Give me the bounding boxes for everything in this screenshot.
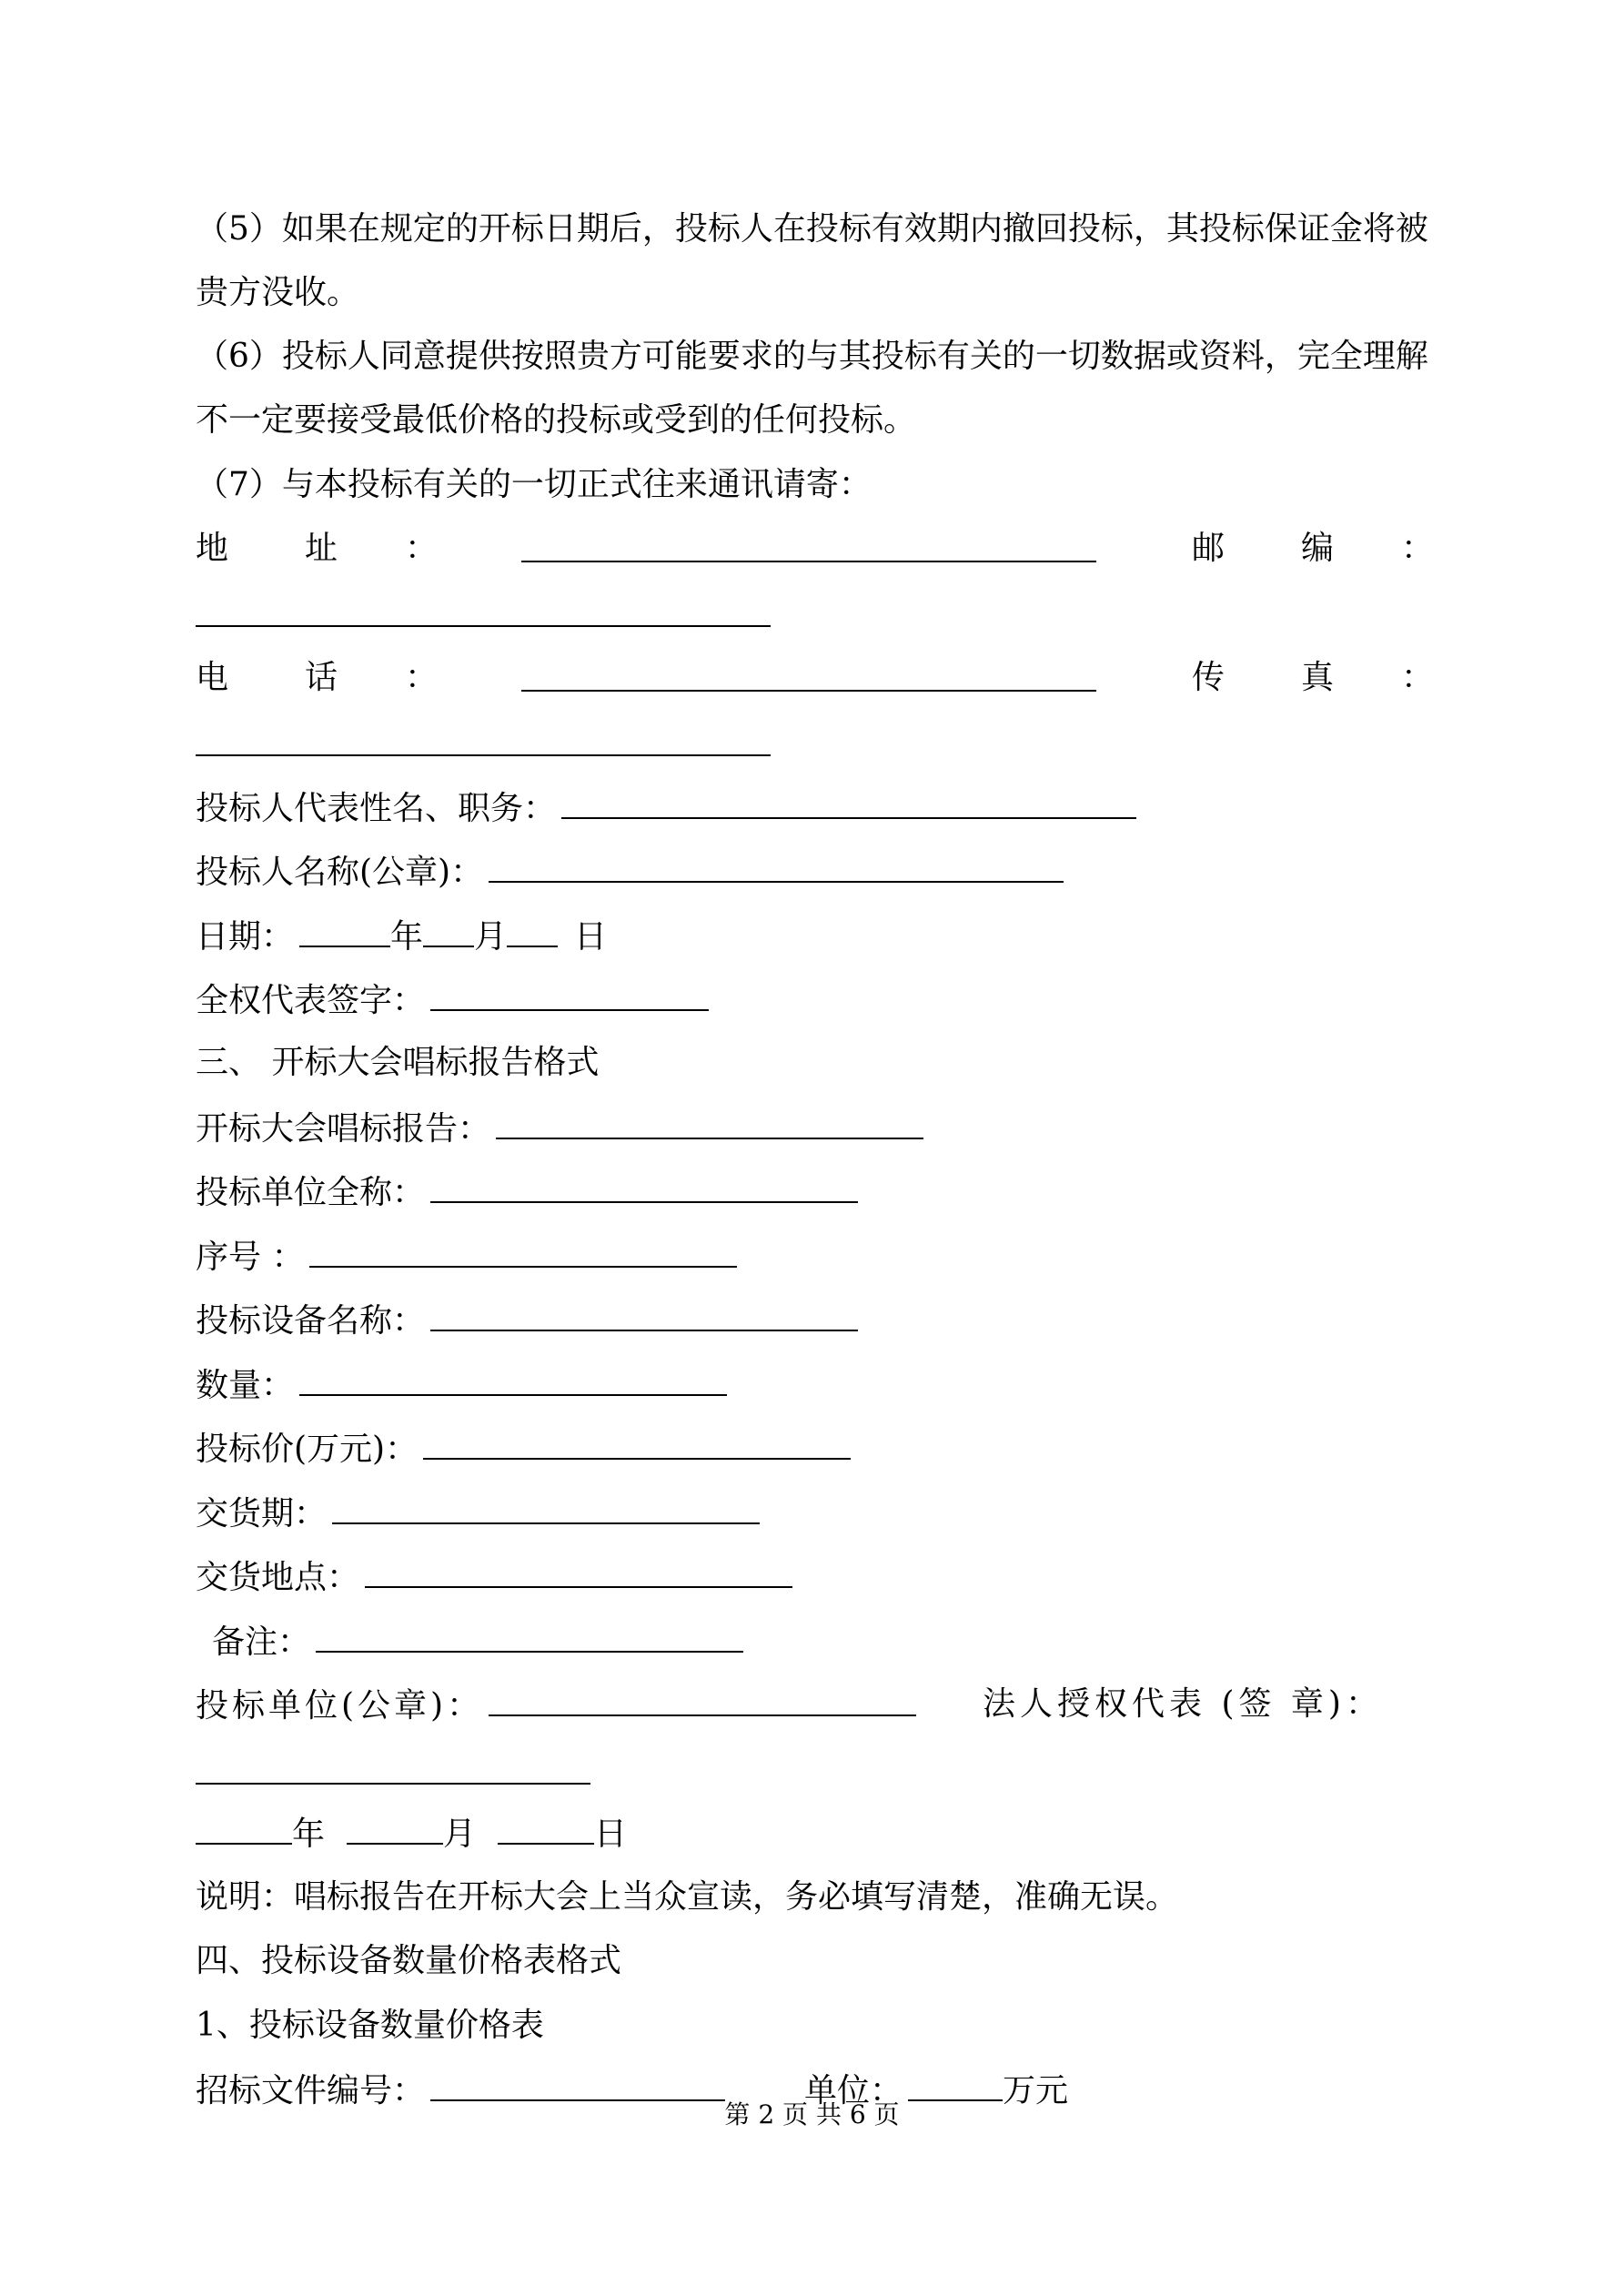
date-day-label: 日 <box>574 918 608 956</box>
paragraph-7: （7）与本投标有关的一切正式往来通讯请寄： <box>196 466 872 503</box>
rep-name-label: 投标人代表性名、职务： <box>196 790 557 827</box>
remarks-label: 备注： <box>212 1623 311 1661</box>
address-label: 地 址 ： <box>196 530 439 567</box>
note: 说明：唱标报告在开标大会上当众宣读，务必填写清楚，准确无误。 <box>196 1878 1179 1916</box>
paragraph-5-line-2: 贵方没收。 <box>196 274 360 311</box>
delivery-period-row <box>196 1490 760 1537</box>
serial-label: 序号 ： <box>196 1239 305 1276</box>
delivery-place-blank[interactable] <box>365 1553 792 1588</box>
bidder-name-blank[interactable] <box>489 848 1064 883</box>
delivery-period-label: 交货期： <box>196 1495 328 1532</box>
legal-rep-blank[interactable] <box>196 1783 590 1785</box>
delivery-place-label: 交货地点： <box>196 1559 360 1596</box>
paragraph-6-line-1: （6）投标人同意提供按照贵方可能要求的与其投标有关的一切数据或资料，完全理解 <box>196 338 1428 375</box>
legal-rep-label: 法人授权代表 (签 章)： <box>983 1685 1383 1723</box>
signing-year-blank[interactable] <box>196 1810 292 1845</box>
serial-blank[interactable] <box>309 1233 737 1268</box>
address-blank[interactable] <box>521 561 1096 562</box>
price-label: 投标价(万元)： <box>196 1431 419 1468</box>
price-blank[interactable] <box>423 1425 851 1460</box>
report-blank[interactable] <box>496 1105 923 1139</box>
date-day-blank[interactable] <box>507 913 558 947</box>
rep-name-blank[interactable] <box>561 784 1136 819</box>
signing-year-label: 年 <box>292 1816 326 1853</box>
equipment-blank[interactable] <box>430 1297 858 1331</box>
section-3-heading: 三、 开标大会唱标报告格式 <box>196 1044 600 1081</box>
unit-value: 万元 <box>1003 2072 1069 2109</box>
quantity-label: 数量： <box>196 1367 295 1404</box>
postcode-blank[interactable] <box>196 625 771 627</box>
date-month-label: 月 <box>474 918 508 956</box>
unit-fullname-label: 投标单位全称： <box>196 1174 426 1211</box>
section-4-heading: 四、投标设备数量价格表格式 <box>196 1942 622 1979</box>
quantity-row <box>196 1361 727 1409</box>
serial-row <box>196 1233 737 1280</box>
bidder-name-label: 投标人名称(公章)： <box>196 854 484 891</box>
paragraph-5-line-1: （5）如果在规定的开标日期后，投标人在投标有效期内撤回投标，其投标保证金将被 <box>196 210 1428 248</box>
signing-date-row <box>196 1810 627 1857</box>
quantity-blank[interactable] <box>299 1361 727 1396</box>
signing-month-blank[interactable] <box>347 1810 443 1845</box>
equipment-label: 投标设备名称： <box>196 1302 426 1340</box>
date-row <box>196 913 607 960</box>
date-year-label: 年 <box>390 918 424 956</box>
signing-day-blank[interactable] <box>498 1810 594 1845</box>
remarks-row <box>212 1618 743 1665</box>
date-label: 日期： <box>196 918 295 956</box>
signature-row <box>196 976 709 1024</box>
signing-day-label: 日 <box>594 1816 628 1853</box>
signing-month-label: 月 <box>443 1816 477 1853</box>
bidder-name-row <box>196 848 1064 895</box>
report-row <box>196 1105 923 1152</box>
price-row <box>196 1425 851 1472</box>
signature-blank[interactable] <box>430 976 709 1011</box>
signature-label: 全权代表签字： <box>196 982 426 1019</box>
unit-label: 单位： <box>804 2072 903 2109</box>
page-footer: 第 2 页 共 6 页 <box>724 2099 900 2129</box>
fax-label: 传 真 ： <box>1192 659 1435 696</box>
postcode-label: 邮 编 ： <box>1192 530 1435 567</box>
delivery-place-row <box>196 1553 792 1601</box>
doc-number-label: 招标文件编号： <box>196 2072 426 2109</box>
rep-name-row <box>196 784 1136 832</box>
phone-blank[interactable] <box>521 690 1096 692</box>
report-label: 开标大会唱标报告： <box>196 1110 491 1148</box>
unit-fullname-row <box>196 1168 858 1216</box>
unit-fullname-blank[interactable] <box>430 1168 858 1203</box>
date-month-blank[interactable] <box>423 913 474 947</box>
remarks-blank[interactable] <box>316 1618 743 1653</box>
date-year-blank[interactable] <box>299 913 390 947</box>
section-4-subheading: 1、投标设备数量价格表 <box>196 2007 544 2044</box>
bidder-seal-label: 投标单位(公章)： <box>196 1687 484 1725</box>
paragraph-6-line-2: 不一定要接受最低价格的投标或受到的任何投标。 <box>196 401 917 439</box>
bidder-seal-blank[interactable] <box>489 1682 916 1716</box>
fax-blank[interactable] <box>196 754 771 756</box>
equipment-row <box>196 1297 858 1344</box>
bidder-seal-row <box>196 1682 916 1729</box>
delivery-period-blank[interactable] <box>332 1490 760 1524</box>
phone-label: 电 话 ： <box>196 659 439 696</box>
